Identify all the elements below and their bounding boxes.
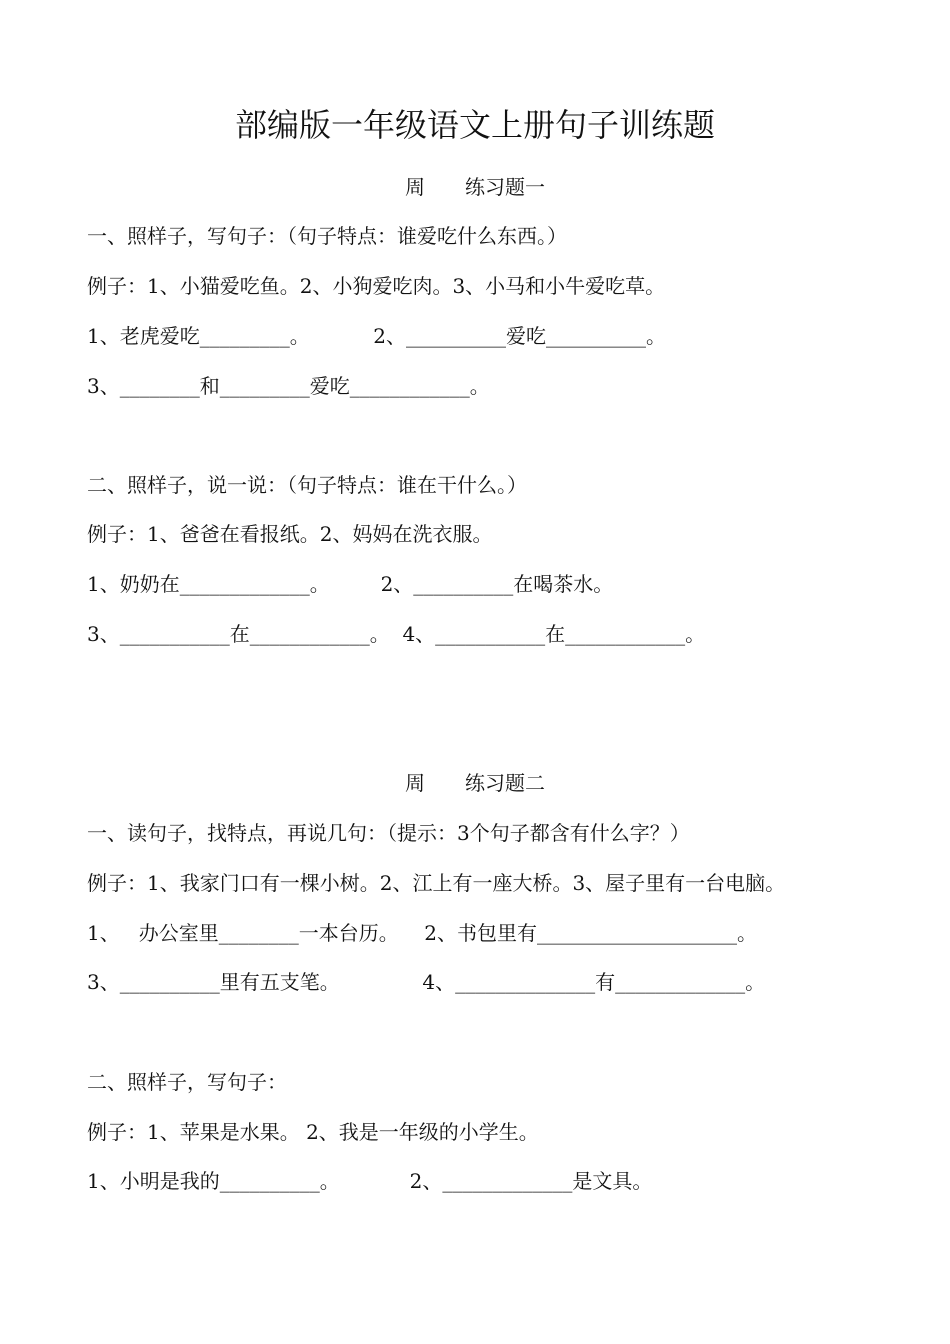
exercise-1-part-1-line-1: 1、老虎爱吃_________。 2、__________爱吃__________。: [87, 324, 667, 348]
page-title: 部编版一年级语文上册句子训练题: [234, 106, 715, 144]
exercise-1-part-2-instruction: 二、照样子，说一说：（句子特点：谁在干什么。）: [87, 473, 527, 497]
exercise-2-part-1-instruction: 一、读句子，找特点，再说几句：（提示：3个句子都含有什么字？）: [87, 821, 690, 845]
exercise-2-part-2-example: 例子：1、苹果是水果。 2、我是一年级的小学生。: [87, 1120, 539, 1144]
exercise-2-part-2-instruction: 二、照样子，写句子：: [87, 1070, 287, 1094]
exercise-1-part-1-line-2: 3、________和_________爱吃____________。: [87, 374, 490, 398]
exercise-2-part-1-line-1: 1、 办公室里________一本台历。 2、书包里有____________________。: [87, 921, 757, 945]
exercise-1-part-1-instruction: 一、照样子，写句子：（句子特点：谁爱吃什么东西。）: [87, 224, 567, 248]
exercise-2-part-1-example: 例子：1、我家门口有一棵小树。2、江上有一座大桥。3、屋子里有一台电脑。: [87, 871, 786, 895]
exercise-2-part-2-line-1: 1、小明是我的__________。 2、_____________是文具。: [87, 1169, 653, 1193]
exercise-2-part-1-line-2: 3、__________里有五支笔。 4、______________有_____________。: [87, 970, 766, 994]
exercise-1-part-2-example: 例子：1、爸爸在看报纸。2、妈妈在洗衣服。: [87, 522, 493, 546]
exercise-2-heading: 周 练习题二: [405, 771, 545, 795]
exercise-1-part-1-example: 例子：1、小猫爱吃鱼。2、小狗爱吃肉。3、小马和小牛爱吃草。: [87, 274, 666, 298]
exercise-1-heading: 周 练习题一: [405, 175, 545, 199]
exercise-1-part-2-line-2: 3、___________在____________。 4、___________在____________。: [87, 622, 706, 646]
exercise-1-part-2-line-1: 1、奶奶在_____________。 2、__________在喝茶水。: [87, 572, 614, 596]
